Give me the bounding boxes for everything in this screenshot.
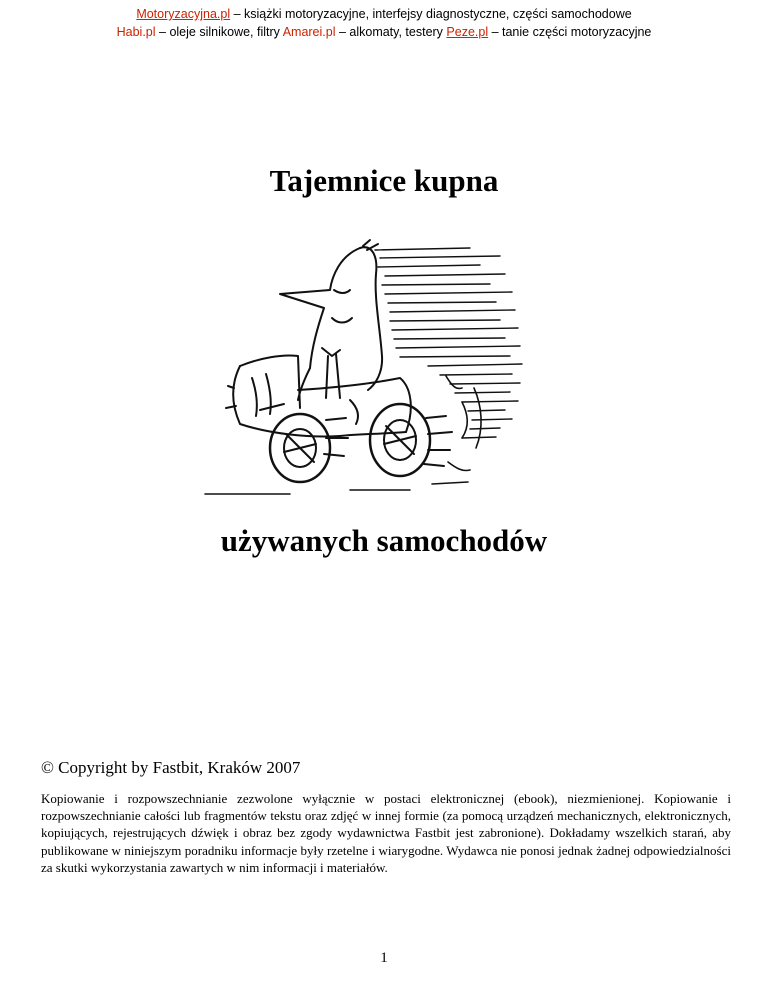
copyright-line: © Copyright by Fastbit, Kraków 2007 [41, 758, 301, 777]
motoryzacyjna-link[interactable]: Motoryzacyjna.pl [136, 7, 231, 21]
title-line-2: używanych samochodów [220, 523, 548, 558]
header-line-2-text-3: – tanie części motoryzacyjne [488, 25, 652, 39]
header-line-2-text-2: – alkomaty, testery [335, 25, 447, 39]
car-icon [226, 355, 411, 436]
car-wheels-icon [270, 404, 452, 482]
header-line-1 [0, 7, 768, 22]
peze-link[interactable]: Peze.pl [446, 25, 489, 39]
page-number: 1 [380, 950, 388, 966]
habi-link[interactable]: Habi.pl [116, 25, 156, 39]
title-line-1: Tajemnice kupna [269, 163, 499, 198]
amarei-link[interactable]: Amarei.pl [282, 25, 336, 39]
copyright-notice: Kopiowanie i rozpowszechnianie zezwolone wyłącznie w postaci elektronicznej (ebook), niezmienionej. Kopiowanie i rozpowszechnianie całości lub fragmentów tekstu oraz zdjęć w innej formie (za pomocą urządzeń mechanicznych, elektronicznych, kopiujących, rejestrujących dźwięk i obraz bez zgody wydawnictwa Fastbit jest zabronione). Dokładamy wszelkich starań, aby publikowane w niniejszym poradniku informacje były rzetelne i wiarygodne. Wydawca nie ponosi jednak żadnej odpowiedzialności za skutki wykorzystania zawartych w nim informacji i materiałów. [41, 791, 731, 875]
driver-figure-icon [280, 240, 382, 400]
header-line-2-text-1: – oleje silnikowe, filtry [155, 25, 283, 39]
header-line-1-text: – książki motoryzacyjne, interfejsy diagnostyczne, części samochodowe [230, 7, 632, 21]
header-line-2 [0, 25, 768, 40]
cartoon-driver-in-speeding-car-icon [200, 238, 530, 508]
speed-lines-icon [375, 248, 522, 438]
